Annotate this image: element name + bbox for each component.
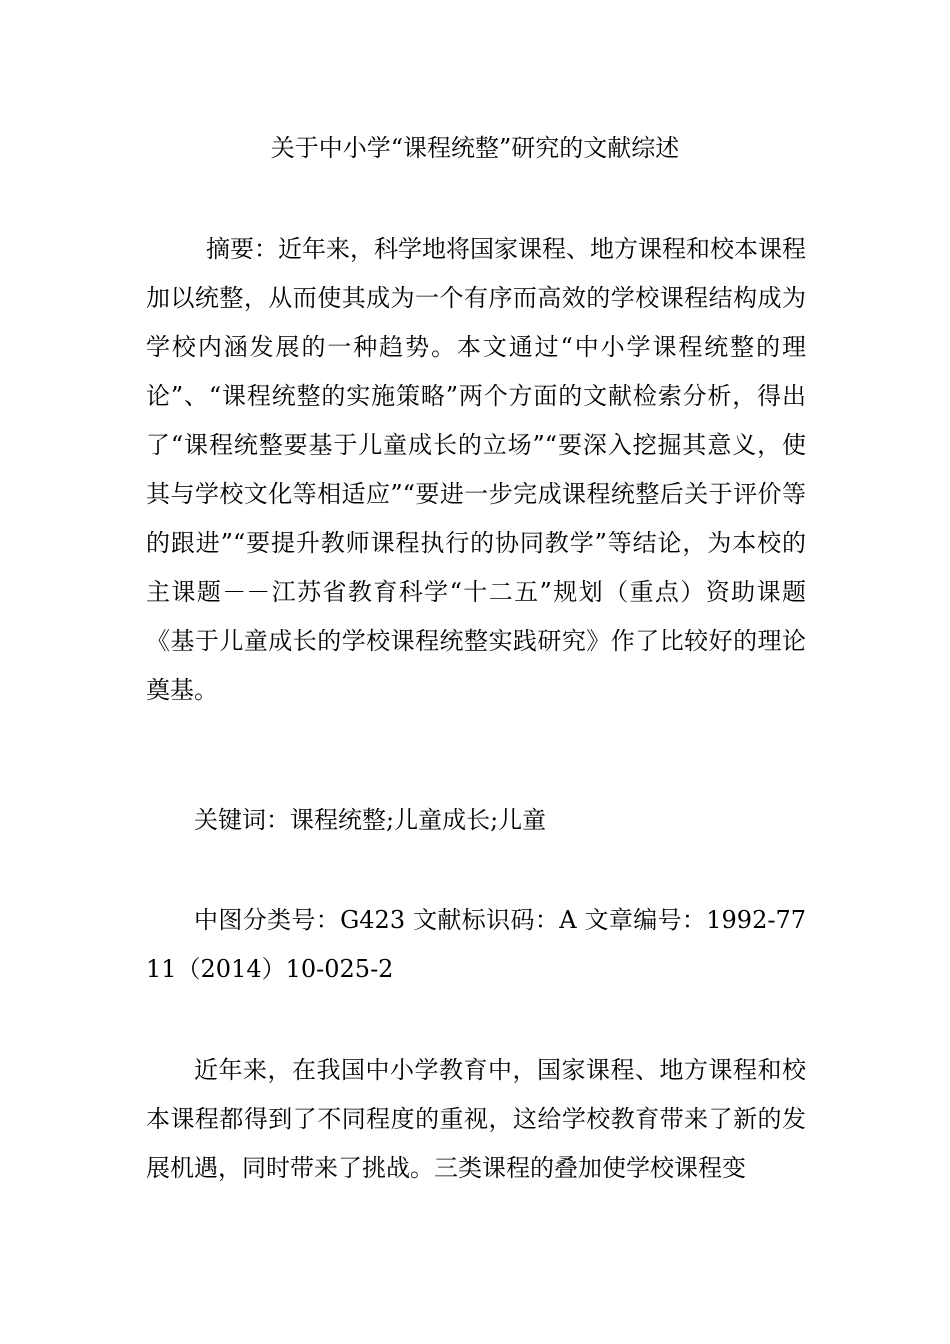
abstract-text: 近年来，科学地将国家课程、地方课程和校本课程加以统整，从而使其成为一个有序而高效的学校课程结构成为学校内涵发展的一种趋势。本文通过“中小学课程统整的理论”、“课程统整的实施策略”两个方面的文献检索分析，得出了“课程统整要基于儿童成长的立场”“要深入挖掘其意义，使其与学校文化等相适应”“要进一步完成课程统整后关于评价等的跟进”“要提升教师课程执行的协同教学”等结论，为本校的主课题－－江苏省教育科学“十二五”规划（重点）资助课题《基于儿童成长的学校课程统整实践研究》作了比较好的理论奠基。 [146,235,806,704]
abstract-label: 摘要： [206,235,278,263]
keywords-line: 关键词：课程统整;儿童成长;儿童 [194,806,547,834]
abstract-paragraph [146,225,806,715]
document-title: 关于中小学“课程统整”研究的文献综述 [270,134,680,162]
classification-line: 中图分类号：G423 文献标识码：A 文章编号：1992-7711（2014）10-025-2 [146,906,806,983]
body-paragraph: 近年来，在我国中小学教育中，国家课程、地方课程和校本课程都得到了不同程度的重视，这给学校教育带来了新的发展机遇，同时带来了挑战。三类课程的叠加使学校课程变 [146,1056,806,1182]
